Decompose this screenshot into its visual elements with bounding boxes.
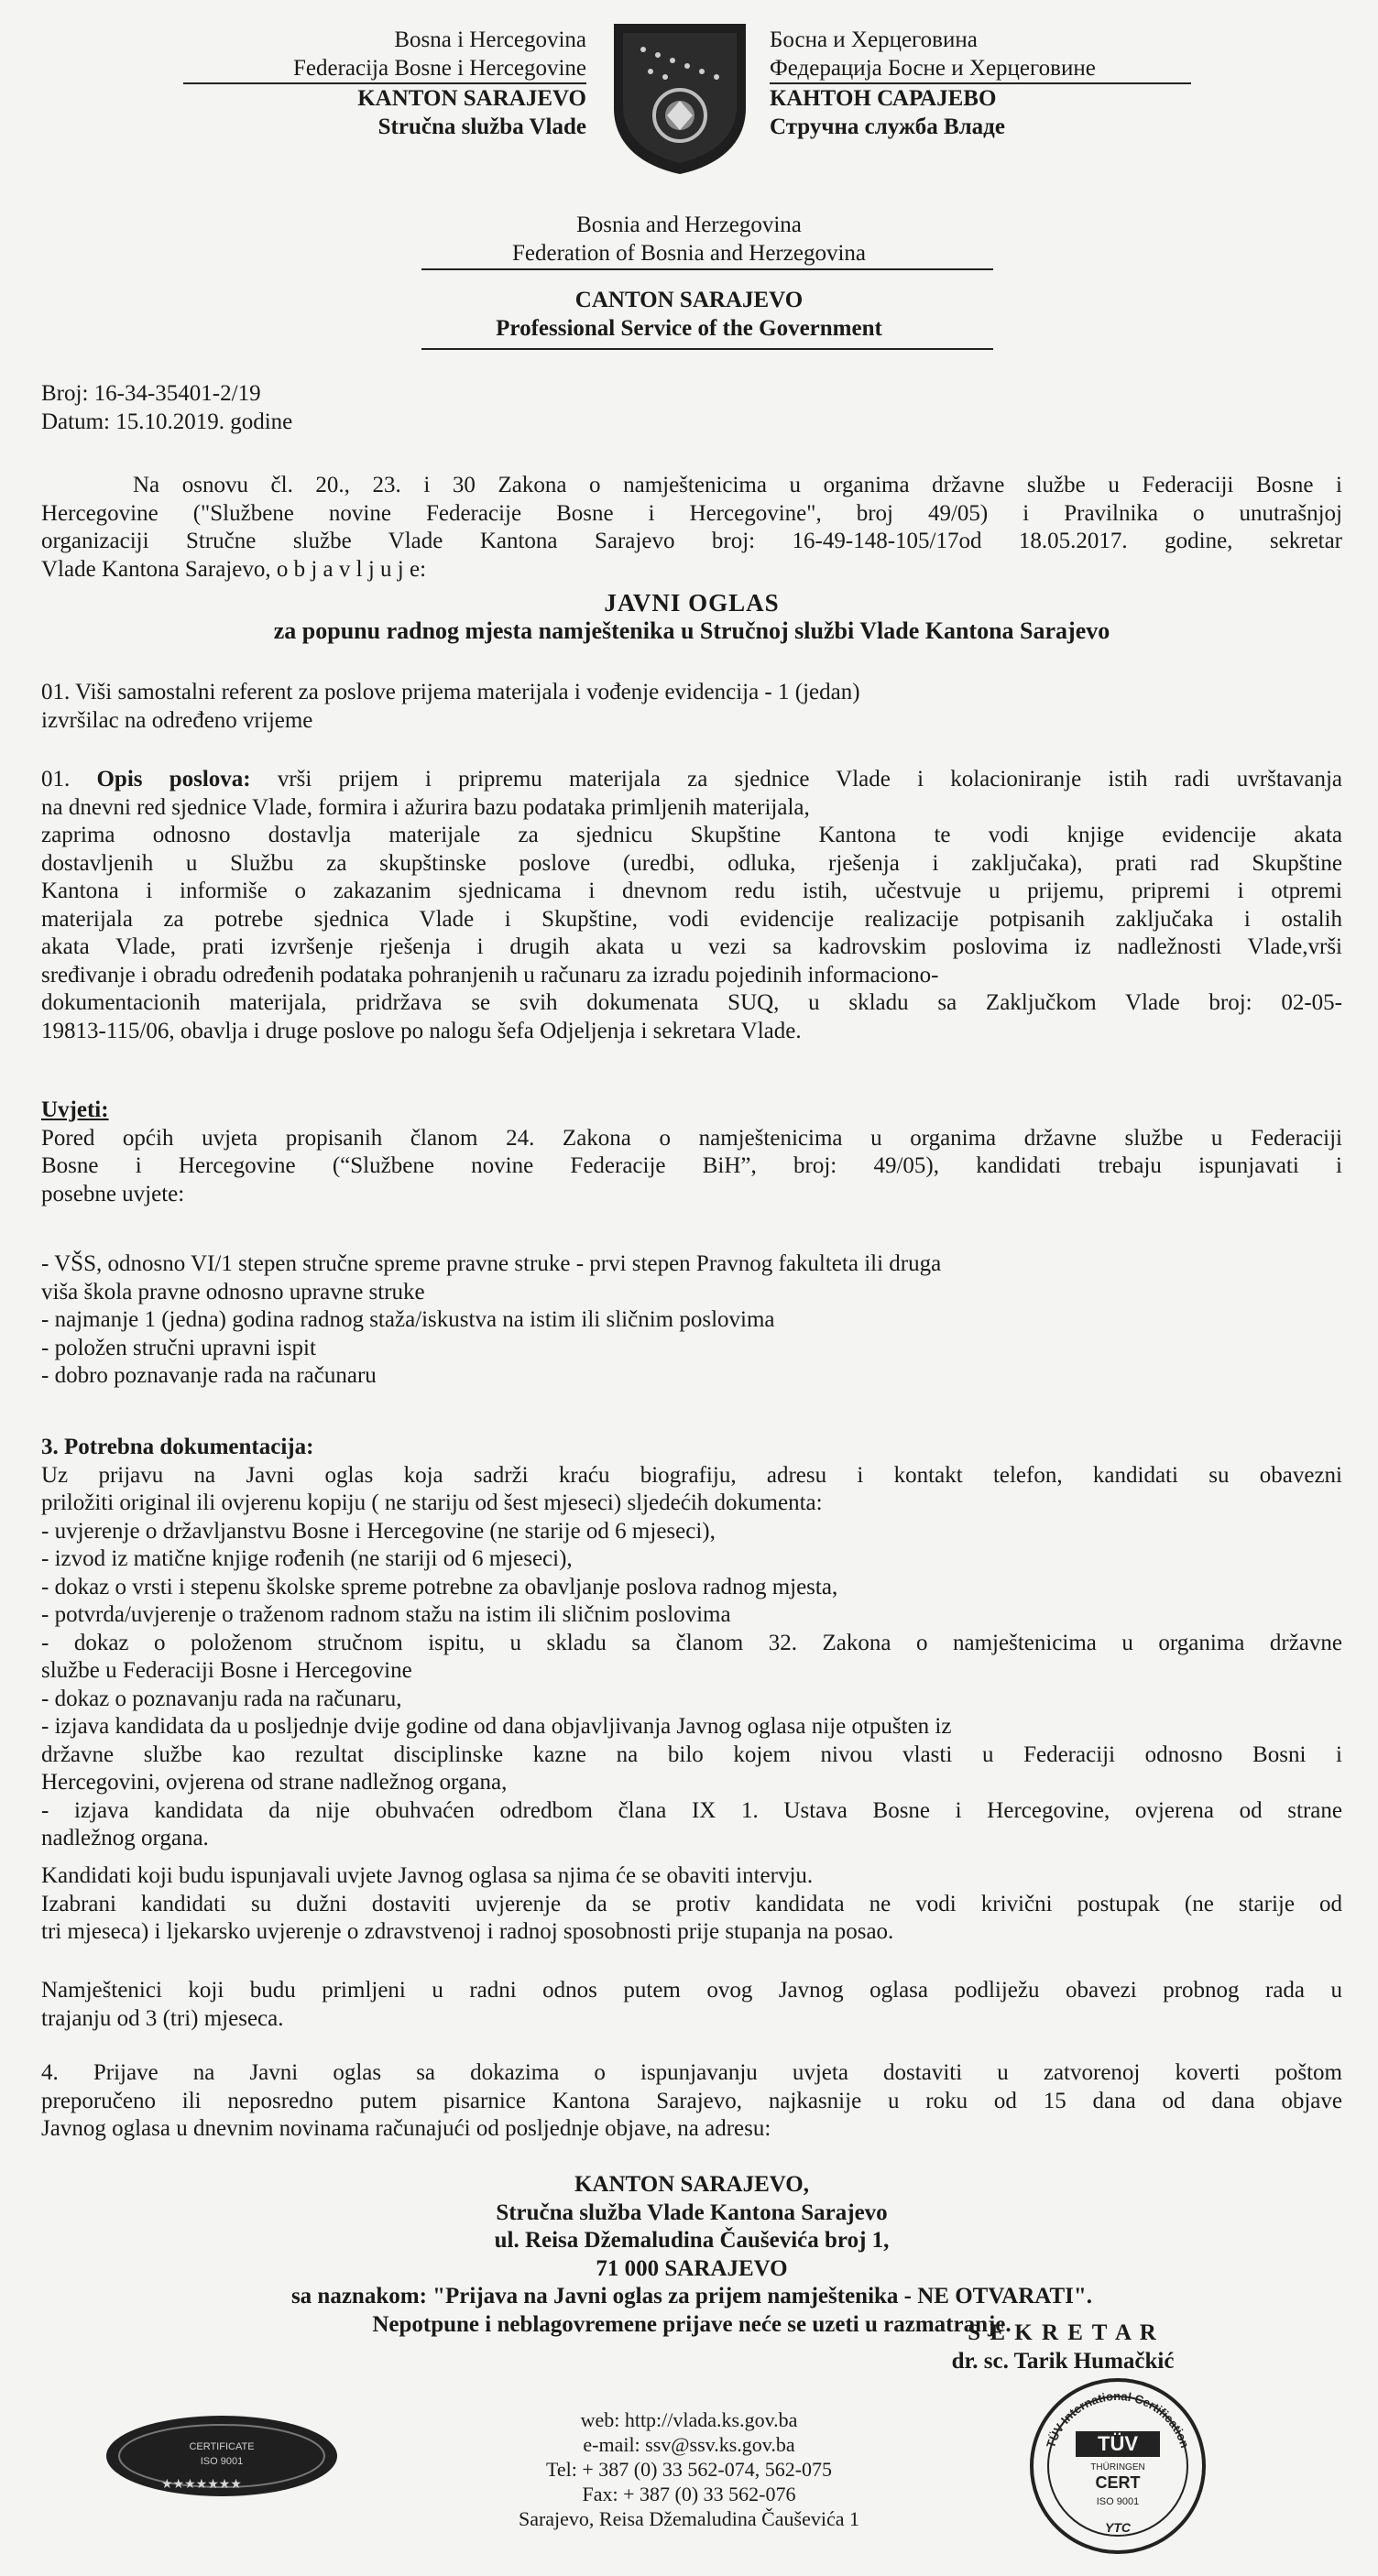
divider xyxy=(421,348,993,350)
required-documents-label: 3. Potrebna dokumentacija: xyxy=(41,1435,314,1459)
conditions-item: - najmanje 1 (jedna) godina radnog staža/iskustva na istim ili sličnim poslovima xyxy=(41,1307,775,1332)
conditions-item: - VŠS, odnosno VI/1 stepen stručne spreme pravne struke - prvi stepen Pravnog fakulteta ili druga xyxy=(41,1251,942,1276)
notice-title-main: JAVNI OGLAS xyxy=(604,589,780,617)
job-description-line: 19813-115/06, obavlja i druge poslove po nalogu šefa Odjeljenja i sekretara Vlade. xyxy=(41,1018,802,1043)
signature-role: S E K R E T A R xyxy=(968,2320,1158,2345)
required-documents-line: službe u Federaciji Bosne i Hercegovine xyxy=(41,1658,412,1683)
tuv-certificate-logo-icon xyxy=(1026,2374,1209,2558)
document-meta xyxy=(41,380,1342,436)
job-description-label: Opis poslova: xyxy=(96,767,251,791)
required-documents-line: - dokaz o položenom stručnom ispitu, u skladu sa članom 32. Zakona o namještenicima u organima državne xyxy=(41,1630,1342,1655)
required-documents-line: nadležnog organa. xyxy=(41,1826,209,1850)
required-documents-line: državne službe kao rezultat disciplinske kazne na bilo kojem nivou vlasti u Federaciji odnosno Bosni i xyxy=(41,1741,1342,1767)
document-number: Broj: 16-34-35401-2/19 xyxy=(41,381,261,406)
interview-line: Kandidati koji budu ispunjavali uvjete Javnog oglasa sa njima će se obaviti intervju. xyxy=(41,1863,814,1888)
conditions-item: viša škola pravne odnosno upravne struke xyxy=(41,1279,425,1304)
header-english-line-2: Federation of Bosnia and Herzegovina xyxy=(512,241,866,266)
footer-contact xyxy=(385,2407,993,2531)
required-documents-line: - dokaz o poznavanju rada na računaru, xyxy=(41,1686,402,1711)
required-documents-line: Uz prijavu na Javni oglas koja sadrži kraću biografiju, adresu i kontakt telefon, kandidati su obavezni xyxy=(41,1462,1342,1488)
required-documents xyxy=(41,1434,1342,1853)
tuv-logo-arc-text: TÜV International Certification xyxy=(1044,2388,1192,2450)
divider xyxy=(421,268,993,270)
applications-paragraph xyxy=(41,2059,1342,2144)
applications-line: preporučeno ili neposredno putem pisarnice Kantona Sarajevo, najkasnije u roku od 15 dana od dana objave xyxy=(41,2088,1342,2113)
stars-icon xyxy=(161,2478,242,2492)
header-english xyxy=(275,211,1103,267)
address-line: Stručna služba Vlade Kantona Sarajevo xyxy=(496,2199,888,2225)
conditions-line: Bosne i Hercegovine (“Službene novine Federacije BiH”, broj: 49/05), kandidati trebaju ispunjavati i xyxy=(41,1153,1342,1178)
position-paragraph xyxy=(41,679,1342,735)
footer-fax: Fax: + 387 (0) 33 562-076 xyxy=(582,2483,796,2505)
applications-line: Javnog oglasa u dnevnim novinama računajući od posljednje objave, na adresu: xyxy=(41,2116,771,2141)
header-right-line-4: Стручна служба Владе xyxy=(770,115,1005,139)
conditions xyxy=(41,1097,1342,1208)
required-documents-line: Hercegovini, ovjerena od strane nadležnog organa, xyxy=(41,1770,508,1795)
required-documents-line: - izvod iz matične knjige rođenih (ne stariji od 6 mjeseci), xyxy=(41,1546,573,1571)
intro-line: Na osnovu čl. 20., 23. i 30 Zakona o namještenicima u organima državne službe u Federaciji Bosne i xyxy=(133,473,1342,497)
submission-address xyxy=(41,2171,1342,2339)
job-description-line: na dnevni red sjednice Vlade, formira i ažurira bazu podataka primljenih materijala, xyxy=(41,794,810,820)
footer-email: e-mail: ssv@ssv.ks.gov.ba xyxy=(583,2433,795,2456)
position-line: izvršilac na određeno vrijeme xyxy=(41,707,313,733)
conditions-item: - dobro poznavanje rada na računaru xyxy=(41,1363,377,1388)
probation-paragraph xyxy=(41,1977,1342,2033)
header-left-line-4: Stručna služba Vlade xyxy=(377,115,586,139)
header-left xyxy=(183,26,586,141)
job-description-line: dokumentacionih materijala, pridržava se svih dokumenata SUQ, u skladu sa Zaključkom Vlade broj: 02-05- xyxy=(41,990,1342,1015)
header-right xyxy=(770,26,1191,141)
footer-web: web: http://vlada.ks.gov.ba xyxy=(580,2408,798,2431)
conditions-list xyxy=(41,1250,1342,1391)
certificate-logo-icon xyxy=(103,2411,341,2501)
header-left-line-1: Bosna i Hercegovina xyxy=(394,27,586,52)
document-date: Datum: 15.10.2019. godine xyxy=(41,409,293,434)
certificate-logo-text: ISO 9001 xyxy=(200,2456,244,2467)
required-documents-line: - potvrda/uvjerenje o traženom radnom stažu na istim ili sličnim poslovima xyxy=(41,1602,731,1627)
required-documents-line: - uvjerenje o državljanstvu Bosne i Hercegovine (ne starije od 6 mjeseci), xyxy=(41,1518,716,1544)
header-left-line-3: KANTON SARAJEVO xyxy=(357,86,586,111)
tuv-logo-text: TÜV xyxy=(1098,2432,1138,2455)
intro-line: Hercegovine ("Službene novine Federacije Bosne i Hercegovine", broj 49/05) i Pravilnika o unutrašnjoj xyxy=(41,500,1342,526)
header-left-line-2: Federacija Bosne i Hercegovine xyxy=(183,54,586,84)
address-note: Nepotpune i neblagovremene prijave neće se uzeti u razmatranje. xyxy=(372,2311,1012,2337)
header-right-line-1: Босна и Херцеговина xyxy=(770,27,978,52)
intro-line: Vlade Kantona Sarajevo, o b j a v l j u j e: xyxy=(41,556,427,582)
tuv-logo-text: CERT xyxy=(1095,2473,1141,2492)
required-documents-line: - izjava kandidata da u posljednje dvije godine od dana objavljivanja Javnog oglasa nije otpušten iz xyxy=(41,1714,952,1739)
footer-phone: Tel: + 387 (0) 33 562-074, 562-075 xyxy=(545,2458,833,2481)
interview-line: Izabrani kandidati su dužni dostaviti uvjerenje da se protiv kandidata ne vodi krivični postupak (ne starije od xyxy=(41,1891,1342,1916)
required-documents-line: priložiti original ili ovjerenu kopiju ( ne stariju od šest mjeseci) sljedećih dokumenta: xyxy=(41,1490,823,1515)
job-description-line: sređivanje i obradu određenih podataka pohranjenih u računaru za izradu pojedinih informaciono- xyxy=(41,962,939,988)
job-description-line: dostavljenih u Službu za skupštinske poslove (uredbi, odluka, rješenja i zaključaka), prati rad Skupštine xyxy=(41,850,1342,876)
required-documents-line: - izjava kandidata da nije obuhvaćen odredbom člana IX 1. Ustava Bosne i Hercegovine, ovjerena od strane xyxy=(41,1797,1342,1823)
tuv-logo-text: THÜRINGEN xyxy=(1090,2462,1145,2472)
intro-paragraph xyxy=(41,472,1342,584)
notice-title-sub: za popunu radnog mjesta namještenika u Stručnoj službi Vlade Kantona Sarajevo xyxy=(273,617,1110,644)
address-line: KANTON SARAJEVO, xyxy=(574,2172,810,2197)
footer-address: Sarajevo, Reisa Džemaludina Čauševića 1 xyxy=(518,2507,860,2530)
position-line: 01. Viši samostalni referent za poslove prijema materijala i vođenje evidencija - 1 (jedan) xyxy=(41,680,860,704)
header-english-line-1: Bosnia and Herzegovina xyxy=(576,213,802,237)
address-note: sa naznakom: "Prijava na Javni oglas za prijem namještenika - NE OTVARATI". xyxy=(290,2284,1093,2309)
coat-of-arms-icon xyxy=(607,20,753,176)
interview-paragraph xyxy=(41,1862,1342,1947)
job-description-line: Kantona i informiše o zakazanim sjednicama i dnevnom redu istih, učestvuje u prijemu, pripremi i otpremi xyxy=(41,879,1342,903)
job-description-line: akata Vlade, prati izvršenje rješenja i drugih akata u vezi sa kadrovskim poslovima iz nadležnosti Vlade,vrši xyxy=(41,934,1342,959)
job-description-line: zaprima odnosno dostavlja materijale za sjednicu Skupštine Kantona te vodi knjige evidencije akata xyxy=(41,823,1342,847)
header-english-line-3: CANTON SARAJEVO xyxy=(574,288,804,312)
svg-text:★★★★★★★: ★★★★★★★ xyxy=(161,2478,242,2492)
address-line: ul. Reisa Džemaludina Čauševića broj 1, xyxy=(494,2228,890,2253)
conditions-line: posebne uvjete: xyxy=(41,1181,185,1206)
certificate-logo-text: CERTIFICATE xyxy=(189,2441,255,2452)
interview-line: tri mjeseca) i ljekarsko uvjerenje o zdravstvenoj i radnoj sposobnosti prije stupanja na posao. xyxy=(41,1919,894,1944)
job-description xyxy=(41,766,1342,1045)
probation-line: trajanju od 3 (tri) mjeseca. xyxy=(41,2005,284,2031)
intro-line: organizaciji Stručne službe Vlade Kantona Sarajevo broj: 16-49-148-105/17od 18.05.2017. godine, sekretar xyxy=(41,529,1342,553)
conditions-line: Pored općih uvjeta propisanih članom 24. Zakona o namještenicima u organima državne službe u Federaciji xyxy=(41,1125,1342,1151)
probation-line: Namještenici koji budu primljeni u radni odnos putem ovog Javnog oglasa podliježu obavezi probnog rada u xyxy=(41,1978,1342,2003)
signature-block xyxy=(880,2319,1246,2375)
header-right-line-2: Федерација Босне и Херцеговине xyxy=(770,54,1191,84)
conditions-label: Uvjeti: xyxy=(41,1097,109,1122)
address-line: 71 000 SARAJEVO xyxy=(596,2255,788,2281)
header-right-line-3: КАНТОН САРАЈЕВО xyxy=(770,86,997,111)
notice-title xyxy=(41,589,1342,645)
tuv-logo-text: ISO 9001 xyxy=(1096,2496,1140,2507)
job-description-number: 01. xyxy=(41,767,97,791)
job-description-line: materijala za potrebe sjednica Vlade i Skupštine, vodi evidencije realizacije potpisanih zaključaka i ostalih xyxy=(41,906,1342,932)
tuv-logo-text: YTC xyxy=(1105,2520,1131,2535)
header-english-line-4: Professional Service of the Government xyxy=(496,316,882,341)
header-english-bold xyxy=(275,286,1103,343)
job-description-line: vrši prijem i pripremu materijala za sjednice Vlade i kolacioniranje istih radi uvrštavanja xyxy=(250,767,1343,791)
required-documents-line: - dokaz o vrsti i stepenu školske spreme potrebne za obavljanje poslova radnog mjesta, xyxy=(41,1574,838,1599)
conditions-item: - položen stručni upravni ispit xyxy=(41,1335,316,1360)
applications-line: 4. Prijave na Javni oglas sa dokazima o ispunjavanju uvjeta dostaviti u zatvorenoj koverti poštom xyxy=(41,2060,1342,2085)
signature-name: dr. sc. Tarik Humačkić xyxy=(951,2348,1175,2374)
